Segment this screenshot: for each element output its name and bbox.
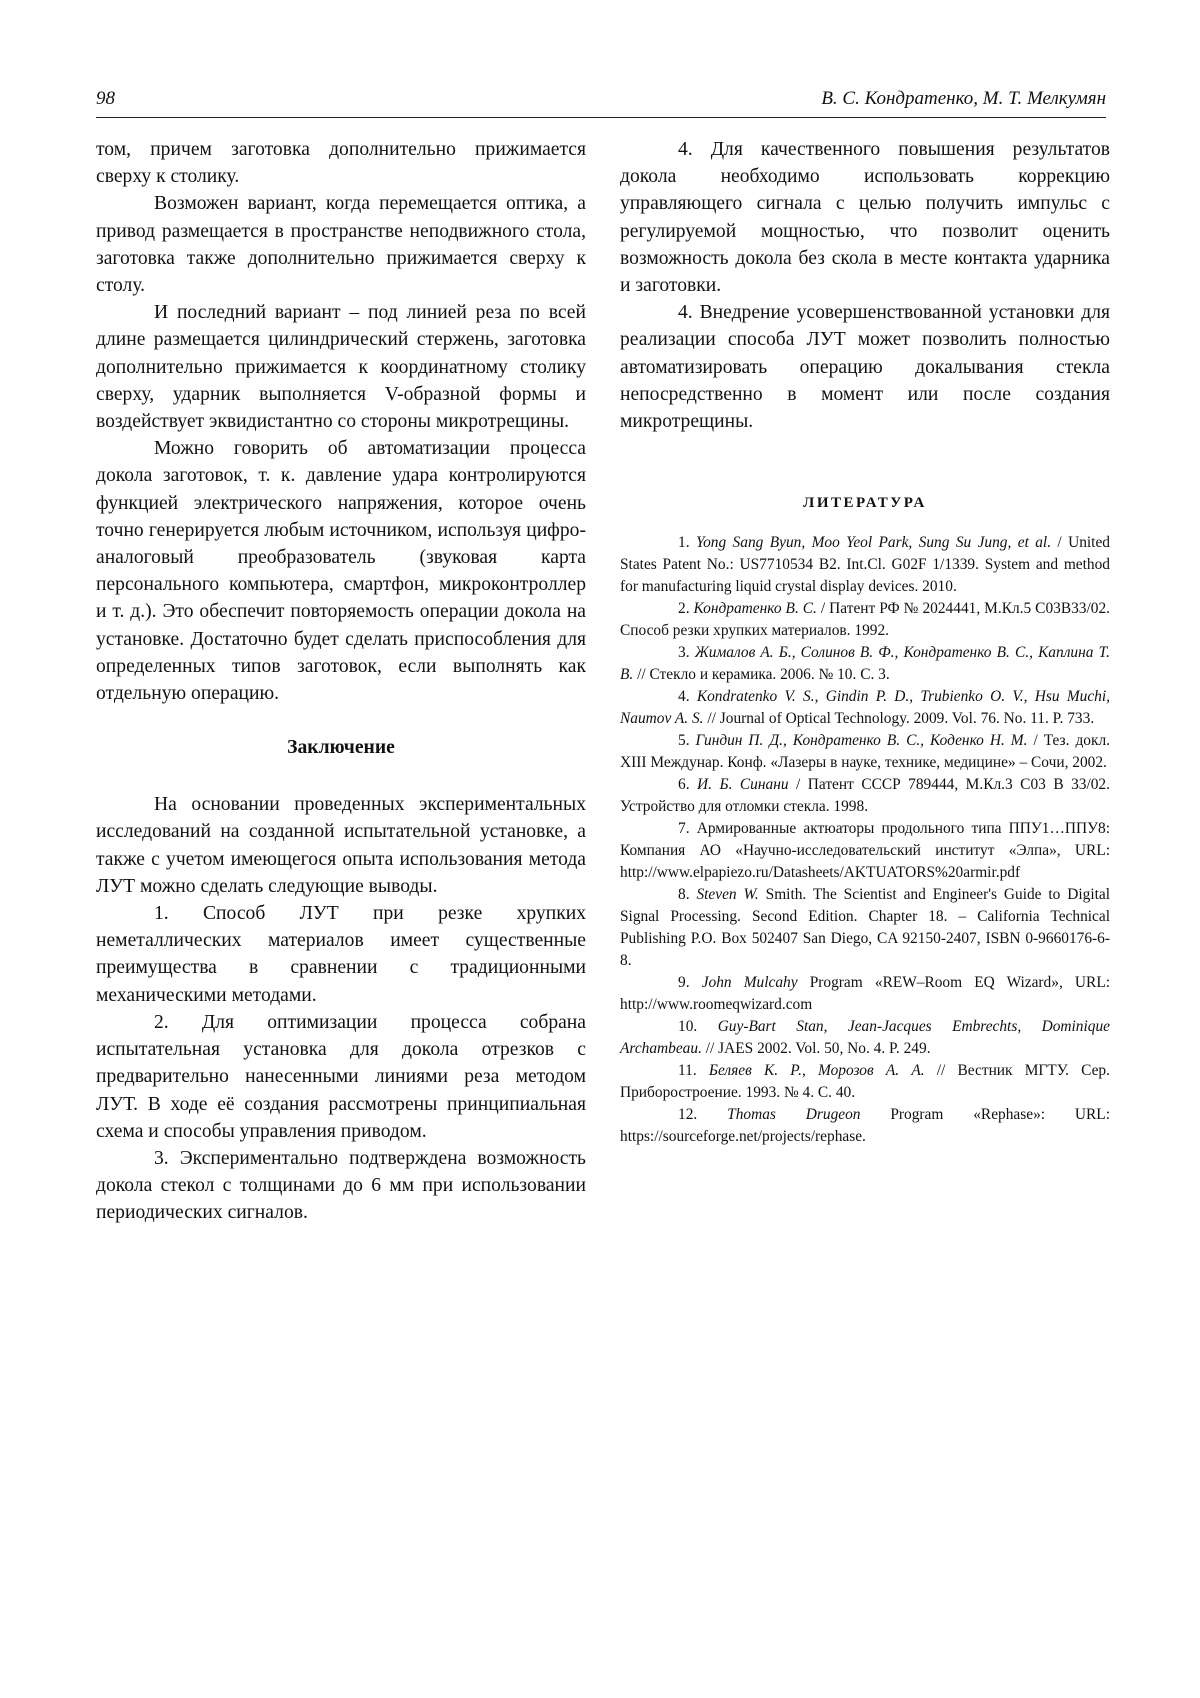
conclusion-item: 4. Внедрение усовершенствованной установки для реализации способа ЛУТ может позволить полностью автоматизировать операцию докалывания стекла непосредственно в момент или после создания микротрещины. <box>620 302 1110 433</box>
body-paragraph: И последний вариант – под линией реза по всей длине размещается цилиндрический стержень, заготовка дополнительно прижимается к координатному столику сверху, ударник выполняется V-образной формы и воздействует эквидистантно со стороны микротрещины. <box>96 302 586 433</box>
reference-number: 5. <box>678 732 690 750</box>
reference-text: // Стекло и керамика. 2006. № 10. С. 3. <box>633 666 890 684</box>
reference-text: / United States Patent No.: US7710534 B2. Int.Cl. G02F 1/1339. System and method for manufacturing liquid crystal display devices. 2010. <box>620 534 1110 596</box>
reference-item <box>620 818 1110 884</box>
reference-number: 2. <box>678 600 690 618</box>
reference-authors: И. Б. Синани <box>697 776 789 794</box>
reference-text: Smith. The Scientist and Engineer's Guide to Digital Signal Processing. Second Edition. Chapter 18. – California Technical Publishing P.O. Box 502407 San Diego, CA 92150-2407, ISBN 0-9660176-6-8. <box>620 886 1110 970</box>
reference-text: Program «Rephase»: URL: https://sourceforge.net/projects/rephase. <box>620 1106 1110 1146</box>
reference-number: 12. <box>678 1106 698 1124</box>
conclusion-paragraph: На основании проведенных экспериментальных исследований на созданной испытательной установке, а также с учетом имеющегося опыта использования метода ЛУТ можно сделать следующие выводы. <box>96 794 586 897</box>
left-column <box>96 136 586 1227</box>
reference-authors: Kondratenko V. S., Gindin P. D., Trubienko O. V., Hsu Muchi, Naumov A. S. <box>620 688 1110 728</box>
reference-authors: Steven W. <box>696 886 759 904</box>
reference-item <box>620 884 1110 972</box>
body-paragraph: том, причем заготовка дополнительно прижимается сверху к столику. <box>96 139 586 188</box>
reference-number: 1. <box>678 534 690 552</box>
reference-item <box>620 1104 1110 1148</box>
reference-text: / Патент СССР 789444, М.Кл.3 C03 B 33/02. Устройство для отломки стекла. 1998. <box>620 776 1110 816</box>
reference-item <box>620 686 1110 730</box>
reference-item <box>620 972 1110 1016</box>
reference-number: 10. <box>678 1018 698 1036</box>
conclusion-item: 3. Экспериментально подтверждена возможность докола стекол с толщинами до 6 мм при использовании периодических сигналов. <box>96 1147 586 1224</box>
reference-number: 11. <box>678 1062 697 1080</box>
section-title-conclusion: Заключение <box>287 737 395 759</box>
reference-authors: Гиндин П. Д., Кондратенко В. С., Коденко Н. М. <box>695 732 1028 750</box>
reference-number: 9. <box>678 974 690 992</box>
reference-authors: Yong Sang Byun, Moo Yeol Park, Sung Su Jung, et al. <box>695 534 1052 552</box>
reference-authors: Кондратенко В. С. <box>693 600 817 618</box>
reference-authors: Guy-Bart Stan, Jean-Jacques Embrechts, Dominique Archambeau. <box>620 1018 1110 1058</box>
conclusion-item: 1. Способ ЛУТ при резке хрупких неметаллических материалов имеет существенные преимущества в сравнении с традиционными механическими методами. <box>96 903 586 1006</box>
reference-text: // Journal of Optical Technology. 2009. Vol. 76. No. 11. P. 733. <box>703 710 1095 728</box>
reference-number: 6. <box>678 776 690 794</box>
reference-item <box>620 1016 1110 1060</box>
running-head-authors: В. С. Кондратенко, М. Т. Мелкумян <box>821 88 1106 109</box>
reference-item <box>620 532 1110 598</box>
reference-number: 3. <box>678 644 690 662</box>
page-header <box>96 88 1106 116</box>
reference-item <box>620 598 1110 642</box>
body-paragraph: Можно говорить об автоматизации процесса докола заготовок, т. к. давление удара контролируются функцией электрического напряжения, которое очень точно генерируется любым источником, используя цифро-аналоговый преобразователь (звуковая карта персонального компьютера, смартфон, микроконтроллер и т. д.). Это обеспечит повторяемость операции докола на установке. Достаточно будет сделать приспособления для определенных типов заготовок, если выполнять как отдельную операцию. <box>96 438 586 705</box>
reference-text: Program «REW–Room EQ Wizard», URL: http://www.roomeqwizard.com <box>620 974 1110 1014</box>
right-column <box>620 136 1110 1148</box>
reference-authors: Thomas Drugeon <box>727 1106 861 1124</box>
reference-text: / Тез. докл. XIII Междунар. Конф. «Лазеры в науке, технике, медицине» – Сочи, 2002. <box>620 732 1110 772</box>
header-rule <box>96 117 1106 118</box>
reference-number: 4. <box>678 688 690 706</box>
reference-item <box>620 730 1110 774</box>
reference-text: // JAES 2002. Vol. 50, No. 4. P. 249. <box>701 1040 931 1058</box>
literature-title: ЛИТЕРАТУРА <box>803 495 927 512</box>
reference-text: // Вестник МГТУ. Сер. Приборостроение. 1993. № 4. С. 40. <box>620 1062 1110 1102</box>
reference-authors: John Mulcahy <box>701 974 798 992</box>
reference-item <box>620 774 1110 818</box>
reference-list <box>620 532 1110 1148</box>
reference-number: 8. <box>678 886 690 904</box>
reference-authors: Беляев К. Р., Морозов А. А. <box>708 1062 925 1080</box>
conclusion-item: 4. Для качественного повышения результатов докола необходимо использовать коррекцию управляющего сигнала с целью получить импульс с регулируемой мощностью, что позволит оценить возможность докола без скола в месте контакта ударника и заготовки. <box>620 139 1110 297</box>
conclusion-item: 2. Для оптимизации процесса собрана испытательная установка для докола отрезков с предварительно нанесенными линиями реза методом ЛУТ. В ходе её создания рассмотрены принципиальная схема и способы управления приводом. <box>96 1011 586 1142</box>
reference-item <box>620 642 1110 686</box>
page-number: 98 <box>96 88 115 109</box>
reference-text: Армированные актюаторы продольного типа ППУ1…ППУ8: Компания АО «Научно-исследовательский институт «Элпа», URL: http://www.elpapiezo.ru/Datasheets/AKTUATORS%20armir.pdf <box>620 820 1110 882</box>
reference-number: 7. <box>678 820 690 838</box>
body-paragraph: Возможен вариант, когда перемещается оптика, а привод размещается в пространстве неподвижного стола, заготовка также дополнительно прижимается сверху к столу. <box>96 193 586 297</box>
reference-item <box>620 1060 1110 1104</box>
reference-text: / Патент РФ № 2024441, М.Кл.5 C03B33/02. Способ резки хрупких материалов. 1992. <box>620 600 1111 640</box>
reference-authors: Жималов А. Б., Солинов В. Ф., Кондратенко В. С., Каплина Т. В. <box>620 644 1111 684</box>
